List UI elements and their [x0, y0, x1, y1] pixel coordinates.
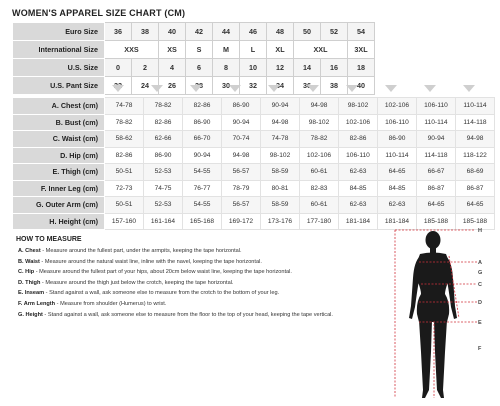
how-to-text: - Stand against a wall, ask someone else to measure from the crotch to the bottom of your leg. [44, 290, 280, 297]
cell: 110-114 [378, 147, 417, 164]
row-label: Euro Size [13, 23, 105, 41]
cell: M [213, 41, 240, 59]
cell: 169-172 [222, 213, 261, 230]
cell: 177-180 [300, 213, 339, 230]
how-to-item [18, 278, 378, 289]
cell: 114-118 [417, 147, 456, 164]
cell: 54 [348, 23, 375, 41]
cell: 78-79 [222, 180, 261, 197]
arrow-down-icon [268, 85, 280, 92]
cell: 58-62 [105, 131, 144, 148]
cell: 114-118 [456, 114, 495, 131]
cell: 6 [186, 59, 213, 77]
row-label: F. Inner Leg (cm) [13, 180, 105, 197]
measurement-row [13, 98, 495, 115]
cell: 64-65 [417, 197, 456, 214]
arrow-down-icon [346, 85, 358, 92]
how-to-text: - Measure around the fullest part of your hips, about 20cm below waist line, keeping the tape horizontal. [34, 269, 292, 276]
how-to-item [18, 267, 378, 278]
cell: 56-57 [222, 164, 261, 181]
cell: XL [267, 41, 294, 59]
cell: 56-57 [222, 197, 261, 214]
cell: 50-51 [105, 164, 144, 181]
cell: 86-87 [456, 180, 495, 197]
row-label: International Size [13, 41, 105, 59]
arrow-down-icon [112, 85, 124, 92]
body-figure [375, 222, 493, 404]
cell: 32 [240, 77, 267, 95]
cell: 40 [348, 77, 375, 95]
cell: 185-188 [456, 213, 495, 230]
cell: 22 [105, 77, 132, 95]
measurement-row [13, 197, 495, 214]
cell: 62-63 [339, 197, 378, 214]
cell: 106-110 [417, 98, 456, 115]
measurement-row [13, 131, 495, 148]
cell: 60-61 [300, 197, 339, 214]
cell: 110-114 [417, 114, 456, 131]
cell: 66-67 [417, 164, 456, 181]
cell: 50 [294, 23, 321, 41]
cell: 74-75 [144, 180, 183, 197]
woman-silhouette-icon [409, 231, 457, 398]
cell: 181-184 [378, 213, 417, 230]
cell: 102-106 [300, 147, 339, 164]
cell: 94-98 [261, 114, 300, 131]
how-to-measure-list [18, 246, 378, 320]
cell: 90-94 [417, 131, 456, 148]
cell: 24 [132, 77, 159, 95]
cell: 54-55 [183, 197, 222, 214]
cell: 157-160 [105, 213, 144, 230]
cell: XS [159, 41, 186, 59]
how-to-label: A. Chest [18, 248, 41, 254]
cell: 58-59 [261, 164, 300, 181]
cell: 82-86 [105, 147, 144, 164]
cell: 78-82 [300, 131, 339, 148]
euro-size-row [13, 23, 375, 41]
arrow-down-icon [190, 85, 202, 92]
us-size-row [13, 59, 375, 77]
cell: 52-53 [144, 197, 183, 214]
cell: 70-74 [222, 131, 261, 148]
cell: 8 [213, 59, 240, 77]
cell: 28 [186, 77, 213, 95]
row-label: D. Hip (cm) [13, 147, 105, 164]
cell: 173-176 [261, 213, 300, 230]
cell: 62-63 [378, 197, 417, 214]
how-to-label: E. Inseam [18, 290, 45, 297]
cell: XXS [105, 41, 159, 59]
how-to-text: - Stand against a wall, ask someone else to measure from the floor to the top of your head, keeping the tape vertical. [42, 311, 333, 318]
cell: 14 [294, 59, 321, 77]
how-to-measure-title: HOW TO MEASURE [16, 236, 82, 243]
cell: 2 [132, 59, 159, 77]
arrow-down-icon [229, 85, 241, 92]
cell: 0 [105, 59, 132, 77]
cell: 82-86 [183, 98, 222, 115]
arrow-down-icon [385, 85, 397, 92]
cell: 48 [267, 23, 294, 41]
figure-label-d: D [478, 300, 482, 306]
cell: 94-98 [300, 98, 339, 115]
cell: 90-94 [261, 98, 300, 115]
cell: 52 [321, 23, 348, 41]
cell: 82-86 [339, 131, 378, 148]
how-to-text: - Measure around the natural waist line, inline with the navel, keeping the tape horizontal. [39, 258, 262, 265]
cell: 98-102 [261, 147, 300, 164]
cell: 44 [213, 23, 240, 41]
cell: 78-82 [144, 98, 183, 115]
row-label: B. Bust (cm) [13, 114, 105, 131]
cell: 68-69 [456, 164, 495, 181]
cell: 106-110 [339, 147, 378, 164]
cell: 4 [159, 59, 186, 77]
cell: 181-184 [339, 213, 378, 230]
cell: 26 [159, 77, 186, 95]
row-label: E. Thigh (cm) [13, 164, 105, 181]
cell: 10 [240, 59, 267, 77]
arrow-down-icon [151, 85, 163, 92]
cell: 38 [321, 77, 348, 95]
cell: 42 [186, 23, 213, 41]
cell: 102-106 [378, 98, 417, 115]
row-label: C. Waist (cm) [13, 131, 105, 148]
row-label: U.S. Pant Size [13, 77, 105, 95]
cell: 54-55 [183, 164, 222, 181]
figure-label-c: C [478, 282, 482, 288]
how-to-text: - Measure around the fullest part, under the armpits, keeping the tape horizontal. [40, 248, 242, 254]
measurement-row [13, 147, 495, 164]
row-label: U.S. Size [13, 59, 105, 77]
chart-title: WOMEN'S APPAREL SIZE CHART (CM) [12, 8, 186, 18]
cell: 62-66 [144, 131, 183, 148]
row-label: G. Outer Arm (cm) [13, 197, 105, 214]
cell: 118-122 [456, 147, 495, 164]
cell: 106-110 [378, 114, 417, 131]
how-to-item [18, 246, 378, 257]
how-to-label: D. Thigh [18, 279, 41, 286]
cell: 62-63 [339, 164, 378, 181]
cell: 12 [267, 59, 294, 77]
cell: 72-73 [105, 180, 144, 197]
how-to-item [18, 288, 378, 299]
column-arrows [103, 85, 493, 95]
how-to-text: - Measure around the thigh just below the crotch, keeping the tape horizontal. [40, 279, 234, 286]
arrow-down-icon [424, 85, 436, 92]
cell: 58-59 [261, 197, 300, 214]
cell: 98-102 [300, 114, 339, 131]
cell: 110-114 [456, 98, 495, 115]
cell: 74-78 [261, 131, 300, 148]
row-label: H. Height (cm) [13, 213, 105, 230]
cell: 86-90 [183, 114, 222, 131]
cell: 94-98 [456, 131, 495, 148]
cell: L [240, 41, 267, 59]
how-to-text: - Measure from shoulder (Humerus) to wrist. [55, 300, 167, 307]
measurement-row [13, 114, 495, 131]
cell: 64-65 [456, 197, 495, 214]
measurement-row [13, 180, 495, 197]
arrow-down-icon [307, 85, 319, 92]
cell: 90-94 [222, 114, 261, 131]
cell: 36 [294, 77, 321, 95]
cell: XXL [294, 41, 348, 59]
measurement-row [13, 164, 495, 181]
cell: 80-81 [261, 180, 300, 197]
cell: 165-168 [183, 213, 222, 230]
cell: 84-85 [339, 180, 378, 197]
how-to-label: C. Hip [18, 269, 35, 276]
cell: 94-98 [222, 147, 261, 164]
cell: 86-87 [417, 180, 456, 197]
how-to-label: B. Waist [18, 258, 40, 265]
cell: 64-65 [378, 164, 417, 181]
cell: S [186, 41, 213, 59]
cell: 50-51 [105, 197, 144, 214]
cell: 36 [105, 23, 132, 41]
figure-label-a: A [478, 260, 482, 266]
figure-label-g: G [478, 270, 483, 276]
how-to-item [18, 299, 378, 310]
measurement-table [12, 97, 495, 230]
cell: 46 [240, 23, 267, 41]
how-to-label: G. Height [18, 311, 43, 318]
figure-label-h: H [478, 228, 482, 234]
how-to-item [18, 257, 378, 268]
cell: 90-94 [183, 147, 222, 164]
cell: 76-77 [183, 180, 222, 197]
row-label: A. Chest (cm) [13, 98, 105, 115]
cell: 185-188 [417, 213, 456, 230]
cell: 86-90 [378, 131, 417, 148]
cell: 102-106 [339, 114, 378, 131]
cell: 34 [267, 77, 294, 95]
how-to-item [18, 310, 378, 321]
how-to-label: F. Arm Length [18, 300, 56, 307]
cell: 16 [321, 59, 348, 77]
cell: 3XL [348, 41, 375, 59]
cell: 74-78 [105, 98, 144, 115]
cell: 18 [348, 59, 375, 77]
cell: 40 [159, 23, 186, 41]
cell: 86-90 [222, 98, 261, 115]
cell: 84-85 [378, 180, 417, 197]
figure-label-f: F [478, 346, 482, 352]
cell: 60-61 [300, 164, 339, 181]
cell: 38 [132, 23, 159, 41]
arrow-down-icon [463, 85, 475, 92]
international-size-row [13, 41, 375, 59]
cell: 86-90 [144, 147, 183, 164]
cell: 78-82 [105, 114, 144, 131]
figure-label-e: E [478, 320, 482, 326]
cell: 30 [213, 77, 240, 95]
cell: 82-83 [300, 180, 339, 197]
cell: 161-164 [144, 213, 183, 230]
cell: 66-70 [183, 131, 222, 148]
cell: 52-53 [144, 164, 183, 181]
cell: 82-86 [144, 114, 183, 131]
cell: 98-102 [339, 98, 378, 115]
